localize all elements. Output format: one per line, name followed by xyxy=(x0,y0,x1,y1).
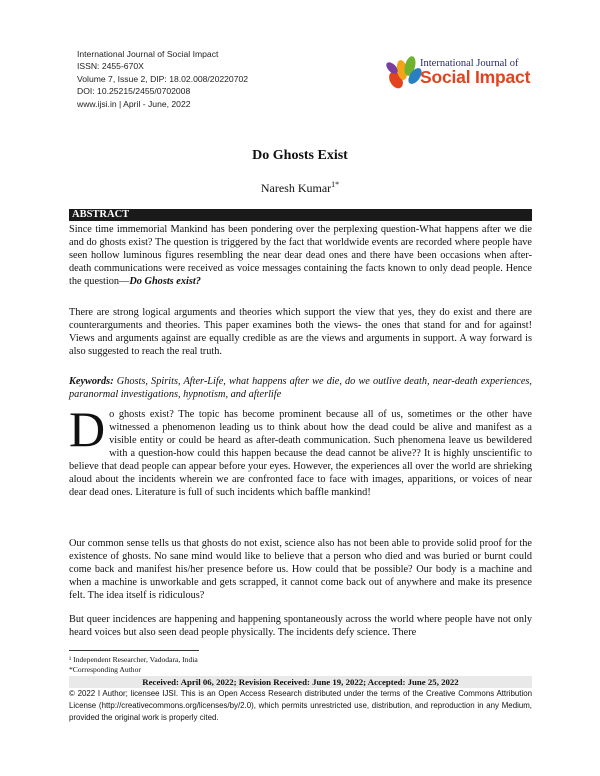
footnotes xyxy=(69,655,198,675)
body-paragraph-3: But queer incidences are happening and happening spontaneously across the world where people have not only heard voices but also seen dead people physically. The incidents defy science. There xyxy=(69,614,532,638)
keywords-label: Keywords: xyxy=(69,376,114,387)
footnote-divider xyxy=(69,650,199,651)
body-p1-text: o ghosts exist? The topic has become prominent because all of us, sometimes or the other have witnessed a phenomenon leading us to think about how the dead could be alive and manifest as a visible entity or could be heard as after-death communication. Such phenomena leave us bewildered with a question-how could this happen because the dead cannot be alive?? It is highly unscientific to believe that dead people can appear before your eyes. However, the experiences all over the world are shrieking aloud about the incidents wherein we are confronted face to face with images, apparitions, or voices of near dear dead ones. Literature is full of such incidents which baffle mankind! xyxy=(69,409,532,498)
doi: DOI: 10.25215/2455/0702008 xyxy=(77,86,191,97)
website-date: www.ijsi.in | April - June, 2022 xyxy=(77,98,191,109)
drop-cap: D xyxy=(69,401,106,457)
journal-logo xyxy=(384,50,544,94)
abstract-paragraph-2: There are strong logical arguments and theories which support the view that yes, they do exist and there are counterarguments and theories. This paper examines both the views- the ones that stand for and for against! Views and arguments against are equally credible as are the views and arguments in support. A way forward is also suggested to reach the real truth. xyxy=(69,307,532,357)
abstract-p1-text: Since time immemorial Mankind has been pondering over the perplexing question-What happens after we die and do ghosts exist? The question is triggered by the fact that worldwide events are recorded where people have seen hollow luminous figures resembling the near dear dead ones and there have been occasions when after-death communications were received as voice messages containing the facts known to only dead people. Hence the question— xyxy=(69,224,532,287)
abstract-heading: ABSTRACT xyxy=(69,209,532,221)
author-line xyxy=(0,180,600,196)
body-paragraph-2: Our common sense tells us that ghosts do not exist, science also has not been able to provide solid proof for the existence of ghosts. No sane mind would like to believe that a person who died and was buried or burnt could come back and manifest his/her presence before us. How could that be possible? Our body is a machine and when a machine is unworkable and gets scrapped, it cannot come back out of anywhere and make its presence felt. The idea itself is ridiculous? xyxy=(69,538,532,601)
journal-meta xyxy=(77,48,248,110)
logo-line-1: International Journal of xyxy=(420,58,519,69)
footnote-corresponding: *Corresponding Author xyxy=(69,665,141,674)
keywords xyxy=(69,375,532,401)
volume-issue: Volume 7, Issue 2, DIP: 18.02.008/20220702 xyxy=(77,73,249,84)
logo-line-2: Social Impact xyxy=(420,67,531,87)
footnote-affiliation: ¹ Independent Researcher, Vadodara, India xyxy=(69,655,198,664)
issn: ISSN: 2455-670X xyxy=(77,61,144,72)
author-affiliation-mark: 1* xyxy=(331,180,340,189)
received-dates-bar: Received: April 06, 2022; Revision Received: June 19, 2022; Accepted: June 25, 2022 xyxy=(69,676,532,688)
paper-title: Do Ghosts Exist xyxy=(252,148,348,163)
author-name: Naresh Kumar xyxy=(260,181,332,195)
license-notice: © 2022 I Author; licensee IJSI. This is an Open Access Research distributed under the terms of the Creative Commons Attribution License (http://creativecommons.org/licenses/by/2.0), which permits unrestricted use, distribution, and reproduction in any Medium, provided the original work is properly cited. xyxy=(69,689,532,723)
hands-logo-icon xyxy=(384,50,424,94)
journal-name: International Journal of Social Impact xyxy=(77,49,219,59)
abstract-p1-emphasis: Do Ghosts exist? xyxy=(129,276,201,287)
abstract-paragraph-1 xyxy=(69,223,532,288)
keywords-text: Ghosts, Spirits, After-Life, what happens after we die, do we outlive death, near-death experiences, paranormal investigations, hypnotism, and afterlife xyxy=(69,376,532,400)
body-paragraph-1 xyxy=(69,401,532,499)
